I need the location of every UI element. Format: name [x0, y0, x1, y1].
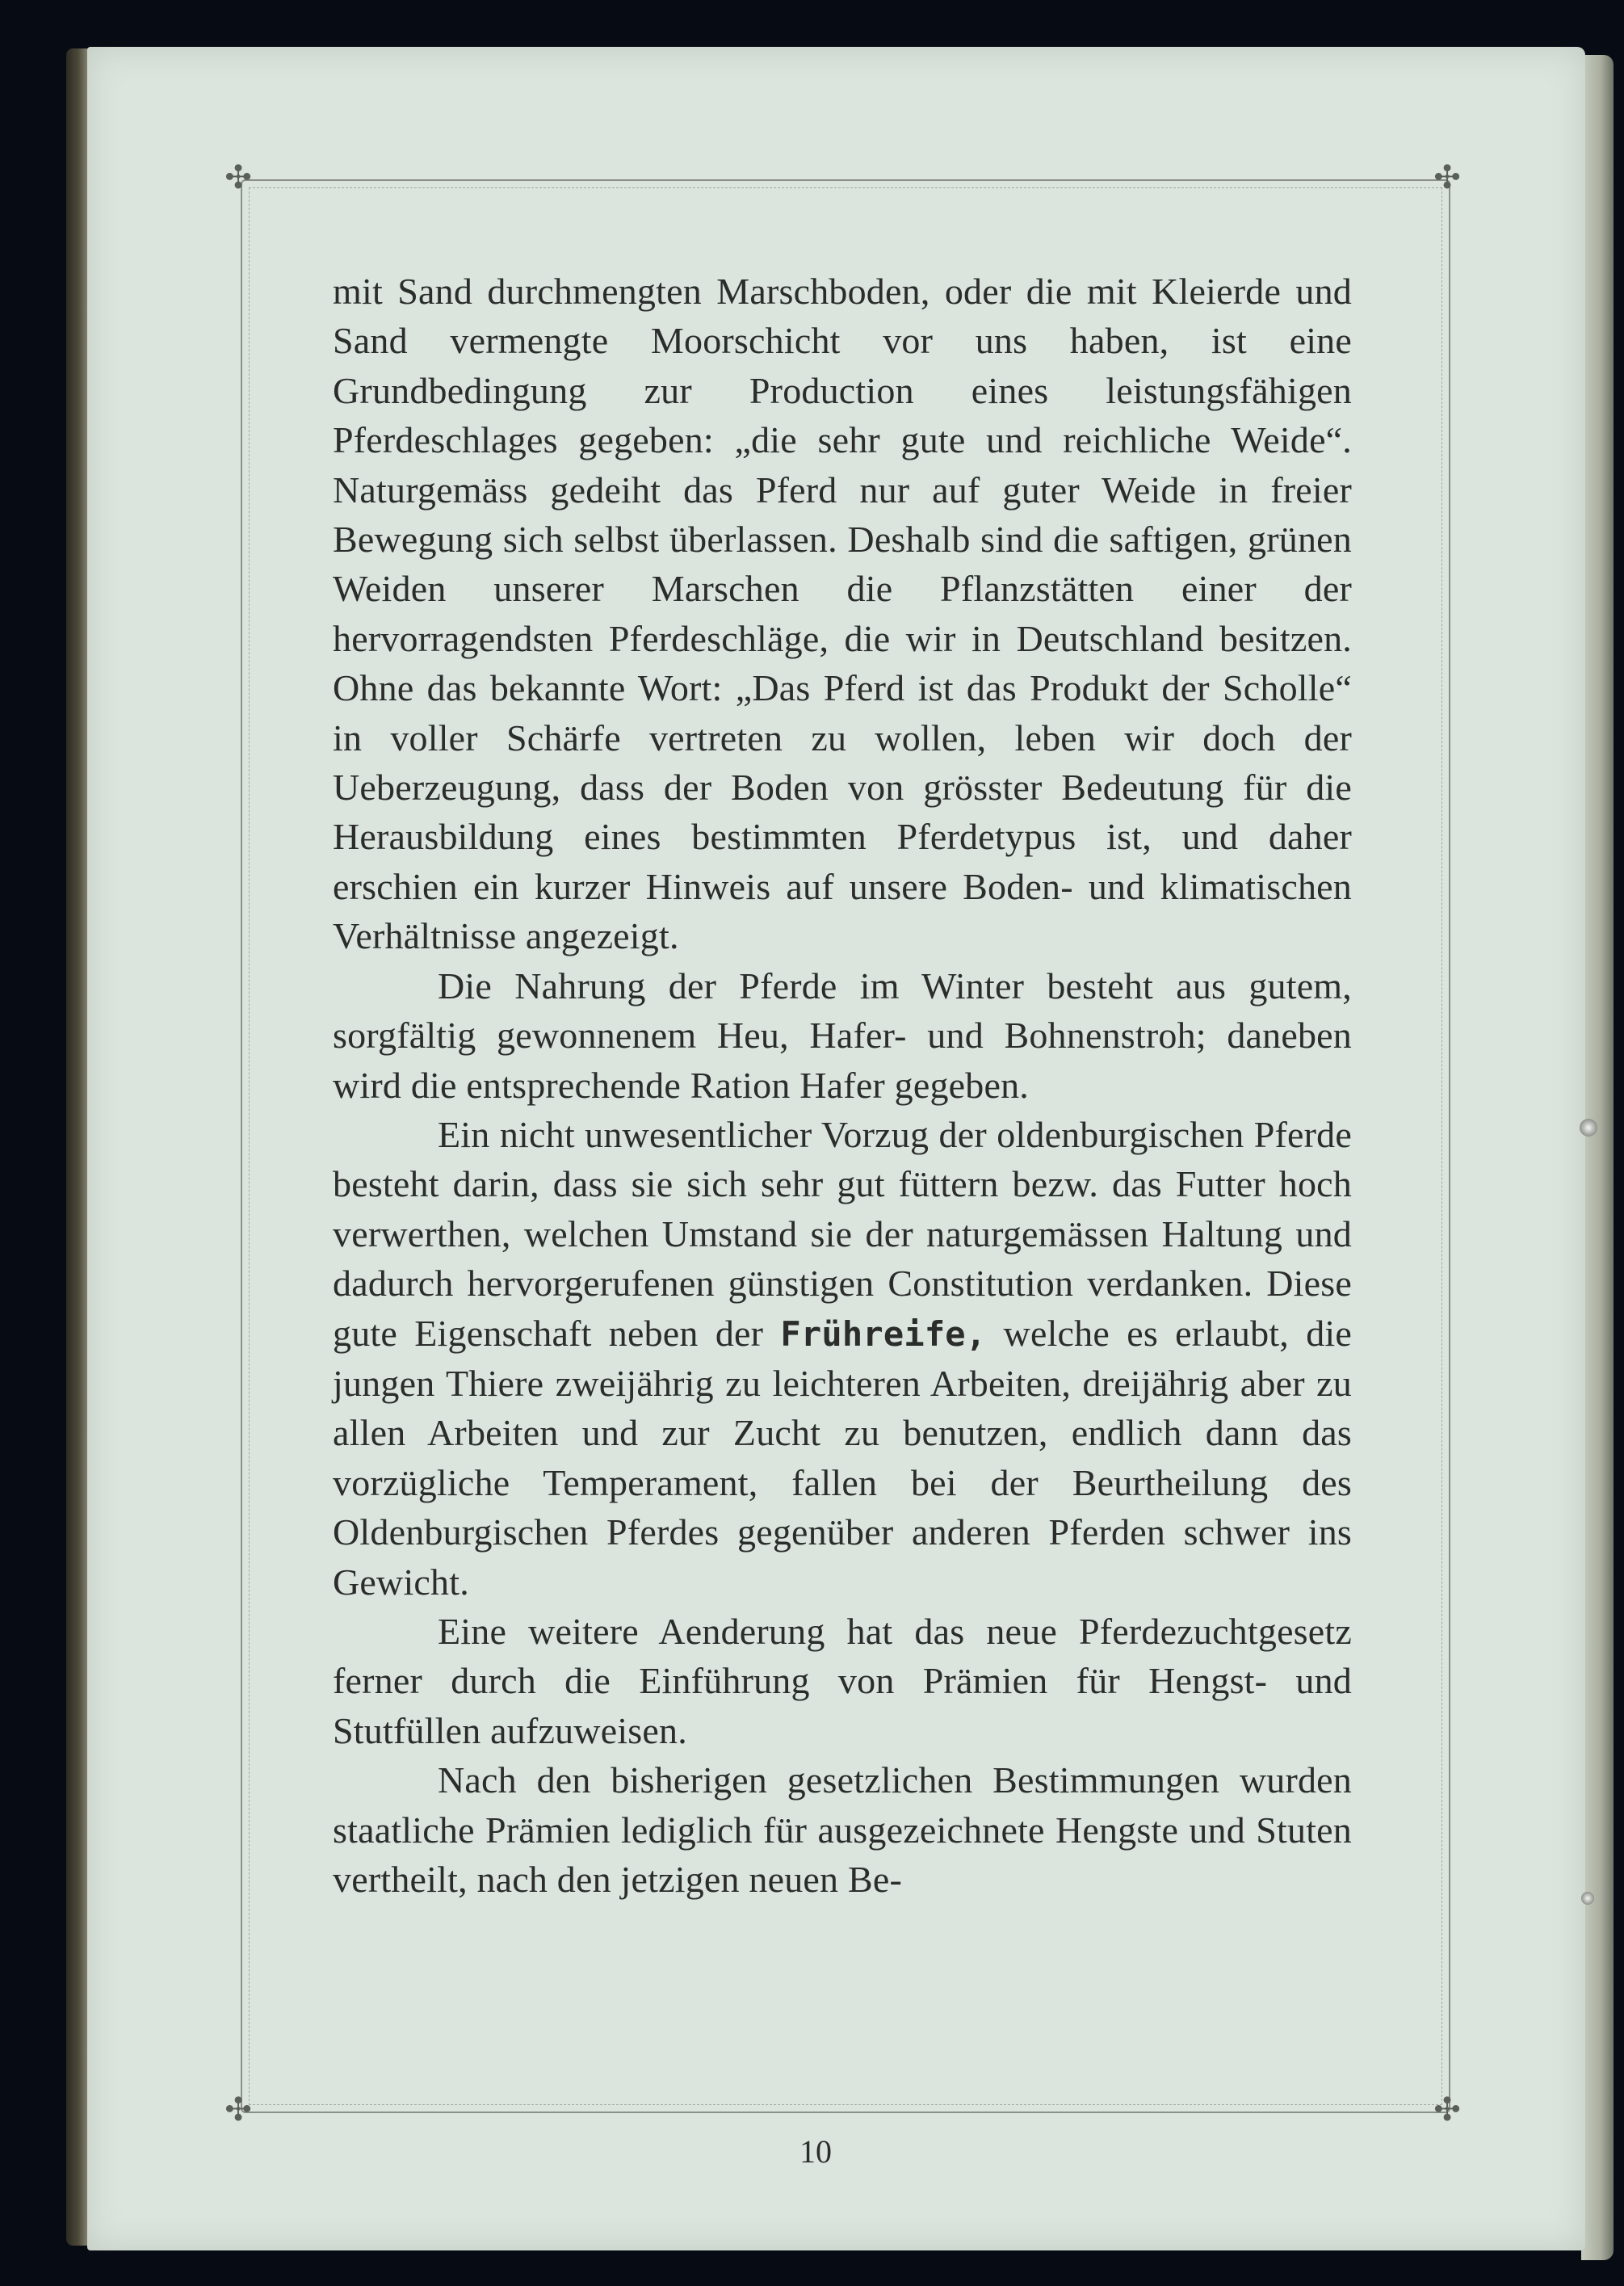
corner-ornament-icon: ✣	[225, 159, 252, 196]
binding-pin	[1580, 1119, 1597, 1137]
paragraph: mit Sand durchmengten Marschboden, oder die mit Kleierde und Sand vermengte Moorschicht vor uns haben, ist eine Grundbedingung zur Production eines leistungsfähigen Pferdeschlages gegeben: „die sehr gute und reichliche Weide“. Naturgemäss gedeiht das Pferd nur auf guter Weide in freier Bewegung sich selbst überlassen. Deshalb sind die saftigen, grünen Weiden unserer Marschen die Pflanzstätten einer der hervorragendsten Pferdeschläge, die wir in Deutschland besitzen. Ohne das bekannte Wort: „Das Pferd ist das Produkt der Scholle“ in voller Schärfe vertreten zu wollen, leben wir doch der Ueberzeugung, dass der Boden von grösster Bedeutung für die Herausbildung eines bestimmten Pferdetypus ist, und daher erschien ein kurzer Hinweis auf unsere Boden- und klimatischen Verhältnisse angezeigt.	[333, 271, 1352, 957]
paragraph	[333, 1110, 1352, 1607]
corner-ornament-icon: ✣	[1433, 159, 1461, 196]
bold-term: Frühreife,	[780, 1313, 987, 1354]
corner-ornament-icon: ✣	[225, 2091, 252, 2128]
body-text	[333, 267, 1352, 1904]
corner-ornament-icon: ✣	[1433, 2091, 1461, 2128]
binding-pin	[1581, 1892, 1594, 1905]
next-page-edge	[1581, 55, 1614, 2260]
paragraph: Die Nahrung der Pferde im Winter besteht aus gutem, sorgfältig gewonnenem Heu, Hafer- und Bohnenstroh; daneben wird die entsprechende Ration Hafer gegeben.	[333, 964, 1352, 1106]
paragraph: Nach den bisherigen gesetzlichen Bestimmungen wurden staatliche Prämien lediglich für ausgezeichnete Hengste und Stuten vertheilt, nach den jetzigen neuen Be-	[333, 1759, 1352, 1900]
page-number: 10	[799, 2133, 832, 2170]
paragraph-text: welche es erlaubt, die jungen Thiere zweijährig zu leichteren Arbeiten, dreijährig aber zu allen Arbeiten und zur Zucht zu benutzen, endlich dann das vorzügliche Temperament, fallen bei der Beurtheilung des Oldenburgischen Pferdes gegenüber anderen Pferden schwer ins Gewicht.	[333, 1312, 1352, 1603]
paragraph-text: Ein nicht unwesentlicher Vorzug der oldenburgischen Pferde besteht darin, dass sie sich sehr gut füttern bezw. das Futter hoch verwerthen, welchen Umstand sie der naturgemässen Haltung und dadurch hervorgerufenen günstigen Constitution verdanken. Diese gute Eigenschaft neben der	[333, 1113, 1352, 1354]
paragraph: Eine weitere Aenderung hat das neue Pferdezuchtgesetz ferner durch die Einführung von Prämien für Hengst- und Stutfüllen aufzuweisen.	[333, 1610, 1352, 1751]
